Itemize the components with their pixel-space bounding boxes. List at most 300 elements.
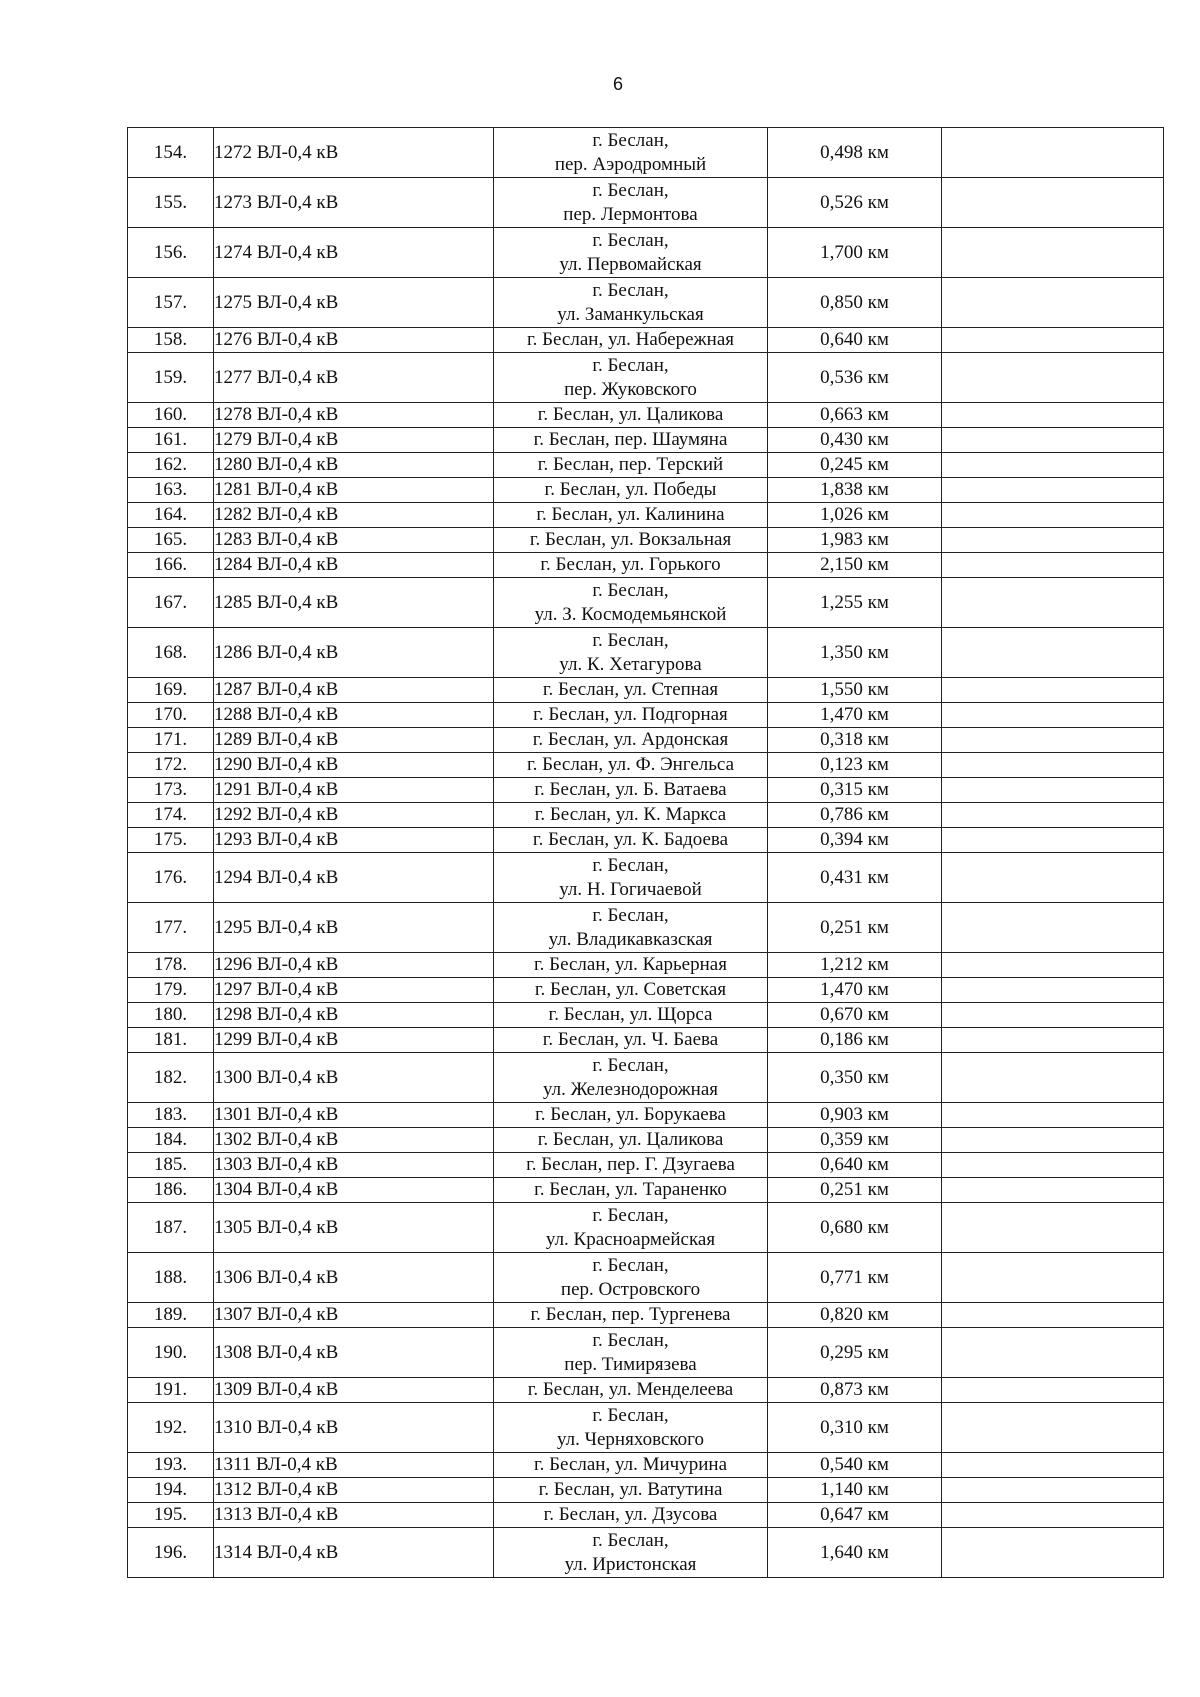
location-line: г. Беслан, ул. Карьерная <box>534 954 727 975</box>
line-name: 1288 ВЛ-0,4 кВ <box>214 703 494 728</box>
line-length: 1,350 км <box>768 628 942 678</box>
line-note <box>942 1303 1164 1328</box>
line-note <box>942 1053 1164 1103</box>
table-row <box>128 778 1164 803</box>
line-location <box>494 1478 768 1503</box>
row-number: 186. <box>128 1178 214 1203</box>
table-row <box>128 1178 1164 1203</box>
line-location <box>494 703 768 728</box>
line-length: 0,350 км <box>768 1053 942 1103</box>
line-location <box>494 478 768 503</box>
location-line: пер. Аэродромный <box>554 153 707 175</box>
location-line: г. Беслан, ул. Борукаева <box>535 1104 726 1125</box>
location-line: г. Беслан, <box>592 1054 669 1076</box>
row-number: 155. <box>128 178 214 228</box>
row-number: 181. <box>128 1028 214 1053</box>
table-row <box>128 1128 1164 1153</box>
location-line: г. Беслан, <box>592 1254 669 1276</box>
table-row <box>128 853 1164 903</box>
line-note <box>942 478 1164 503</box>
table-row <box>128 753 1164 778</box>
line-name: 1275 ВЛ-0,4 кВ <box>214 278 494 328</box>
line-name: 1301 ВЛ-0,4 кВ <box>214 1103 494 1128</box>
location-line: г. Беслан, <box>592 229 669 251</box>
line-name: 1305 ВЛ-0,4 кВ <box>214 1203 494 1253</box>
table-row <box>128 1453 1164 1478</box>
line-name: 1286 ВЛ-0,4 кВ <box>214 628 494 678</box>
line-name: 1272 ВЛ-0,4 кВ <box>214 128 494 178</box>
line-name: 1276 ВЛ-0,4 кВ <box>214 328 494 353</box>
line-location <box>494 1328 768 1378</box>
line-name: 1289 ВЛ-0,4 кВ <box>214 728 494 753</box>
row-number: 162. <box>128 453 214 478</box>
row-number: 176. <box>128 853 214 903</box>
line-location <box>494 403 768 428</box>
row-number: 175. <box>128 828 214 853</box>
location-line: г. Беслан, ул. Набережная <box>526 329 735 350</box>
table-row <box>128 1153 1164 1178</box>
line-location <box>494 903 768 953</box>
location-line: ул. Иристонская <box>564 1553 697 1575</box>
location-line: ул. Заманкульская <box>557 303 704 325</box>
line-note <box>942 503 1164 528</box>
line-location <box>494 953 768 978</box>
line-name: 1310 ВЛ-0,4 кВ <box>214 1403 494 1453</box>
row-number: 184. <box>128 1128 214 1153</box>
table-row <box>128 553 1164 578</box>
line-note <box>942 1028 1164 1053</box>
location-line: г. Беслан, <box>592 279 669 301</box>
line-name: 1290 ВЛ-0,4 кВ <box>214 753 494 778</box>
line-location <box>494 1053 768 1103</box>
line-location <box>494 1528 768 1578</box>
table-body <box>128 128 1164 1578</box>
line-location <box>494 1153 768 1178</box>
row-number: 156. <box>128 228 214 278</box>
row-number: 163. <box>128 478 214 503</box>
line-length: 0,540 км <box>768 1453 942 1478</box>
location-line: ул. З. Космодемьянской <box>534 603 727 625</box>
row-number: 182. <box>128 1053 214 1103</box>
line-length: 0,771 км <box>768 1253 942 1303</box>
line-length: 0,315 км <box>768 778 942 803</box>
row-number: 179. <box>128 978 214 1003</box>
location-line: г. Беслан, ул. К. Бадоева <box>532 829 729 850</box>
line-note <box>942 1153 1164 1178</box>
line-name: 1285 ВЛ-0,4 кВ <box>214 578 494 628</box>
line-name: 1293 ВЛ-0,4 кВ <box>214 828 494 853</box>
row-number: 187. <box>128 1203 214 1253</box>
row-number: 183. <box>128 1103 214 1128</box>
row-number: 164. <box>128 503 214 528</box>
line-location <box>494 1403 768 1453</box>
table-row <box>128 1028 1164 1053</box>
row-number: 180. <box>128 1003 214 1028</box>
line-length: 0,820 км <box>768 1303 942 1328</box>
line-location <box>494 1378 768 1403</box>
line-name: 1279 ВЛ-0,4 кВ <box>214 428 494 453</box>
line-note <box>942 728 1164 753</box>
row-number: 195. <box>128 1503 214 1528</box>
line-length: 0,903 км <box>768 1103 942 1128</box>
row-number: 194. <box>128 1478 214 1503</box>
line-note <box>942 1453 1164 1478</box>
line-location <box>494 1503 768 1528</box>
line-name: 1292 ВЛ-0,4 кВ <box>214 803 494 828</box>
location-line: пер. Островского <box>560 1278 701 1300</box>
line-location <box>494 1253 768 1303</box>
line-note <box>942 353 1164 403</box>
location-line: г. Беслан, пер. Тургенева <box>530 1304 731 1325</box>
location-line: г. Беслан, ул. Цаликова <box>537 1129 724 1150</box>
line-location <box>494 1203 768 1253</box>
line-length: 0,251 км <box>768 1178 942 1203</box>
line-length: 0,536 км <box>768 353 942 403</box>
location-line: г. Беслан, ул. Ватутина <box>538 1479 723 1500</box>
line-location <box>494 978 768 1003</box>
line-location <box>494 328 768 353</box>
line-name: 1283 ВЛ-0,4 кВ <box>214 528 494 553</box>
line-note <box>942 453 1164 478</box>
row-number: 190. <box>128 1328 214 1378</box>
line-length: 0,647 км <box>768 1503 942 1528</box>
row-number: 192. <box>128 1403 214 1453</box>
row-number: 154. <box>128 128 214 178</box>
line-name: 1306 ВЛ-0,4 кВ <box>214 1253 494 1303</box>
line-name: 1299 ВЛ-0,4 кВ <box>214 1028 494 1053</box>
line-note <box>942 1478 1164 1503</box>
line-length: 0,394 км <box>768 828 942 853</box>
location-line: г. Беслан, ул. Дзусова <box>543 1504 718 1525</box>
line-location <box>494 1303 768 1328</box>
location-line: г. Беслан, ул. Подгорная <box>533 704 728 725</box>
row-number: 172. <box>128 753 214 778</box>
line-note <box>942 1328 1164 1378</box>
line-location <box>494 728 768 753</box>
location-line: г. Беслан, ул. Степная <box>542 679 719 700</box>
row-number: 161. <box>128 428 214 453</box>
line-name: 1303 ВЛ-0,4 кВ <box>214 1153 494 1178</box>
line-location <box>494 1028 768 1053</box>
location-line: г. Беслан, <box>592 904 669 926</box>
line-location <box>494 453 768 478</box>
table-row <box>128 328 1164 353</box>
row-number: 170. <box>128 703 214 728</box>
table-row <box>128 1253 1164 1303</box>
line-name: 1302 ВЛ-0,4 кВ <box>214 1128 494 1153</box>
location-line: г. Беслан, <box>592 1529 669 1551</box>
line-location <box>494 1003 768 1028</box>
line-name: 1304 ВЛ-0,4 кВ <box>214 1178 494 1203</box>
row-number: 158. <box>128 328 214 353</box>
line-location <box>494 503 768 528</box>
location-line: ул. К. Хетагурова <box>559 653 702 675</box>
line-length: 0,186 км <box>768 1028 942 1053</box>
row-number: 185. <box>128 1153 214 1178</box>
row-number: 159. <box>128 353 214 403</box>
line-name: 1314 ВЛ-0,4 кВ <box>214 1528 494 1578</box>
line-name: 1295 ВЛ-0,4 кВ <box>214 903 494 953</box>
table-row <box>128 703 1164 728</box>
row-number: 166. <box>128 553 214 578</box>
line-length: 1,700 км <box>768 228 942 278</box>
table-row <box>128 728 1164 753</box>
table-row <box>128 1528 1164 1578</box>
location-line: г. Беслан, ул. Тараненко <box>534 1179 727 1200</box>
table-row <box>128 678 1164 703</box>
row-number: 189. <box>128 1303 214 1328</box>
line-name: 1294 ВЛ-0,4 кВ <box>214 853 494 903</box>
line-length: 1,470 км <box>768 703 942 728</box>
line-length: 1,140 км <box>768 1478 942 1503</box>
location-line: г. Беслан, пер. Г. Дзугаева <box>526 1154 735 1175</box>
location-line: г. Беслан, <box>592 1204 669 1226</box>
row-number: 196. <box>128 1528 214 1578</box>
line-location <box>494 628 768 678</box>
line-length: 0,295 км <box>768 1328 942 1378</box>
line-name: 1313 ВЛ-0,4 кВ <box>214 1503 494 1528</box>
row-number: 193. <box>128 1453 214 1478</box>
line-name: 1312 ВЛ-0,4 кВ <box>214 1478 494 1503</box>
location-line: г. Беслан, ул. Мичурина <box>533 1454 727 1475</box>
line-name: 1273 ВЛ-0,4 кВ <box>214 178 494 228</box>
line-note <box>942 803 1164 828</box>
line-location <box>494 678 768 703</box>
line-length: 0,640 км <box>768 1153 942 1178</box>
table-row <box>128 1003 1164 1028</box>
line-note <box>942 753 1164 778</box>
row-number: 191. <box>128 1378 214 1403</box>
line-location <box>494 1128 768 1153</box>
table-row <box>128 803 1164 828</box>
line-location <box>494 828 768 853</box>
line-name: 1287 ВЛ-0,4 кВ <box>214 678 494 703</box>
location-line: г. Беслан, ул. Щорса <box>548 1004 713 1025</box>
line-note <box>942 578 1164 628</box>
table-row <box>128 1053 1164 1103</box>
line-note <box>942 1128 1164 1153</box>
location-line: г. Беслан, <box>592 579 669 601</box>
location-line: г. Беслан, <box>592 179 669 201</box>
line-note <box>942 1403 1164 1453</box>
line-location <box>494 428 768 453</box>
table-row <box>128 178 1164 228</box>
line-note <box>942 228 1164 278</box>
location-line: г. Беслан, пер. Шаумяна <box>533 429 728 450</box>
table-row <box>128 1478 1164 1503</box>
location-line: г. Беслан, ул. Ардонская <box>532 729 729 750</box>
line-length: 1,983 км <box>768 528 942 553</box>
location-line: г. Беслан, ул. Вокзальная <box>529 529 732 550</box>
location-line: г. Беслан, <box>592 854 669 876</box>
table-row <box>128 453 1164 478</box>
line-note <box>942 1503 1164 1528</box>
location-line: г. Беслан, ул. Б. Ватаева <box>534 779 727 800</box>
line-note <box>942 828 1164 853</box>
line-location <box>494 753 768 778</box>
line-note <box>942 853 1164 903</box>
row-number: 157. <box>128 278 214 328</box>
row-number: 168. <box>128 628 214 678</box>
line-note <box>942 628 1164 678</box>
line-name: 1291 ВЛ-0,4 кВ <box>214 778 494 803</box>
line-name: 1297 ВЛ-0,4 кВ <box>214 978 494 1003</box>
location-line: г. Беслан, ул. Калинина <box>536 504 725 525</box>
line-name: 1274 ВЛ-0,4 кВ <box>214 228 494 278</box>
location-line: пер. Жуковского <box>564 378 697 400</box>
line-name: 1298 ВЛ-0,4 кВ <box>214 1003 494 1028</box>
table-row <box>128 1203 1164 1253</box>
line-note <box>942 1103 1164 1128</box>
line-note <box>942 1528 1164 1578</box>
line-note <box>942 1378 1164 1403</box>
line-note <box>942 428 1164 453</box>
line-location <box>494 278 768 328</box>
line-note <box>942 1203 1164 1253</box>
line-location <box>494 803 768 828</box>
line-length: 0,245 км <box>768 453 942 478</box>
line-note <box>942 1178 1164 1203</box>
line-name: 1284 ВЛ-0,4 кВ <box>214 553 494 578</box>
line-name: 1280 ВЛ-0,4 кВ <box>214 453 494 478</box>
location-line: ул. Н. Гогичаевой <box>559 878 702 900</box>
line-name: 1278 ВЛ-0,4 кВ <box>214 403 494 428</box>
line-note <box>942 128 1164 178</box>
line-length: 0,640 км <box>768 328 942 353</box>
location-line: г. Беслан, ул. Менделеева <box>527 1379 734 1400</box>
line-note <box>942 903 1164 953</box>
location-line: г. Беслан, ул. К. Маркса <box>534 804 727 825</box>
table-row <box>128 128 1164 178</box>
table-row <box>128 578 1164 628</box>
line-note <box>942 553 1164 578</box>
power-lines-table <box>127 127 1164 1578</box>
location-line: ул. Владикавказская <box>548 928 713 950</box>
line-name: 1281 ВЛ-0,4 кВ <box>214 478 494 503</box>
line-location <box>494 578 768 628</box>
line-length: 0,123 км <box>768 753 942 778</box>
line-name: 1296 ВЛ-0,4 кВ <box>214 953 494 978</box>
line-length: 0,786 км <box>768 803 942 828</box>
table-row <box>128 953 1164 978</box>
line-location <box>494 128 768 178</box>
line-location <box>494 228 768 278</box>
location-line: ул. Первомайская <box>559 253 702 275</box>
row-number: 165. <box>128 528 214 553</box>
line-length: 2,150 км <box>768 553 942 578</box>
table-row <box>128 428 1164 453</box>
line-location <box>494 853 768 903</box>
line-length: 0,359 км <box>768 1128 942 1153</box>
line-location <box>494 353 768 403</box>
table-row <box>128 228 1164 278</box>
line-length: 0,430 км <box>768 428 942 453</box>
line-length: 0,318 км <box>768 728 942 753</box>
line-length: 0,663 км <box>768 403 942 428</box>
line-length: 1,838 км <box>768 478 942 503</box>
line-location <box>494 178 768 228</box>
line-length: 1,640 км <box>768 1528 942 1578</box>
location-line: г. Беслан, <box>592 129 669 151</box>
line-location <box>494 553 768 578</box>
row-number: 173. <box>128 778 214 803</box>
line-note <box>942 703 1164 728</box>
row-number: 178. <box>128 953 214 978</box>
row-number: 167. <box>128 578 214 628</box>
table-row <box>128 903 1164 953</box>
table-row <box>128 1303 1164 1328</box>
table-row <box>128 628 1164 678</box>
line-length: 0,310 км <box>768 1403 942 1453</box>
location-line: г. Беслан, ул. Советская <box>534 979 727 1000</box>
line-length: 1,212 км <box>768 953 942 978</box>
line-note <box>942 678 1164 703</box>
line-name: 1308 ВЛ-0,4 кВ <box>214 1328 494 1378</box>
line-name: 1309 ВЛ-0,4 кВ <box>214 1378 494 1403</box>
location-line: г. Беслан, <box>592 629 669 651</box>
line-length: 0,498 км <box>768 128 942 178</box>
line-name: 1282 ВЛ-0,4 кВ <box>214 503 494 528</box>
line-note <box>942 403 1164 428</box>
location-line: пер. Тимирязева <box>564 1353 697 1375</box>
location-line: г. Беслан, ул. Цаликова <box>537 404 724 425</box>
location-line: г. Беслан, ул. Победы <box>544 479 717 500</box>
location-line: г. Беслан, <box>592 1404 669 1426</box>
line-note <box>942 778 1164 803</box>
table-row <box>128 528 1164 553</box>
location-line: г. Беслан, пер. Терский <box>537 454 724 475</box>
line-note <box>942 978 1164 1003</box>
line-length: 0,431 км <box>768 853 942 903</box>
row-number: 188. <box>128 1253 214 1303</box>
line-length: 1,026 км <box>768 503 942 528</box>
line-name: 1277 ВЛ-0,4 кВ <box>214 353 494 403</box>
line-length: 1,255 км <box>768 578 942 628</box>
table-row <box>128 828 1164 853</box>
line-note <box>942 1003 1164 1028</box>
line-note <box>942 528 1164 553</box>
table-row <box>128 1378 1164 1403</box>
row-number: 171. <box>128 728 214 753</box>
line-location <box>494 528 768 553</box>
line-length: 0,850 км <box>768 278 942 328</box>
table-row <box>128 478 1164 503</box>
line-note <box>942 278 1164 328</box>
table-row <box>128 1503 1164 1528</box>
line-length: 0,251 км <box>768 903 942 953</box>
line-name: 1300 ВЛ-0,4 кВ <box>214 1053 494 1103</box>
location-line: ул. Черняховского <box>557 1428 704 1450</box>
row-number: 174. <box>128 803 214 828</box>
table-row <box>128 278 1164 328</box>
table-row <box>128 1403 1164 1453</box>
location-line: ул. Красноармейская <box>545 1228 716 1250</box>
location-line: г. Беслан, <box>592 1329 669 1351</box>
table-row <box>128 978 1164 1003</box>
line-length: 0,670 км <box>768 1003 942 1028</box>
line-length: 0,680 км <box>768 1203 942 1253</box>
row-number: 160. <box>128 403 214 428</box>
line-name: 1307 ВЛ-0,4 кВ <box>214 1303 494 1328</box>
table-row <box>128 1328 1164 1378</box>
line-length: 0,526 км <box>768 178 942 228</box>
line-length: 1,470 км <box>768 978 942 1003</box>
location-line: г. Беслан, <box>592 354 669 376</box>
table-row <box>128 503 1164 528</box>
row-number: 177. <box>128 903 214 953</box>
line-note <box>942 1253 1164 1303</box>
table-row <box>128 353 1164 403</box>
